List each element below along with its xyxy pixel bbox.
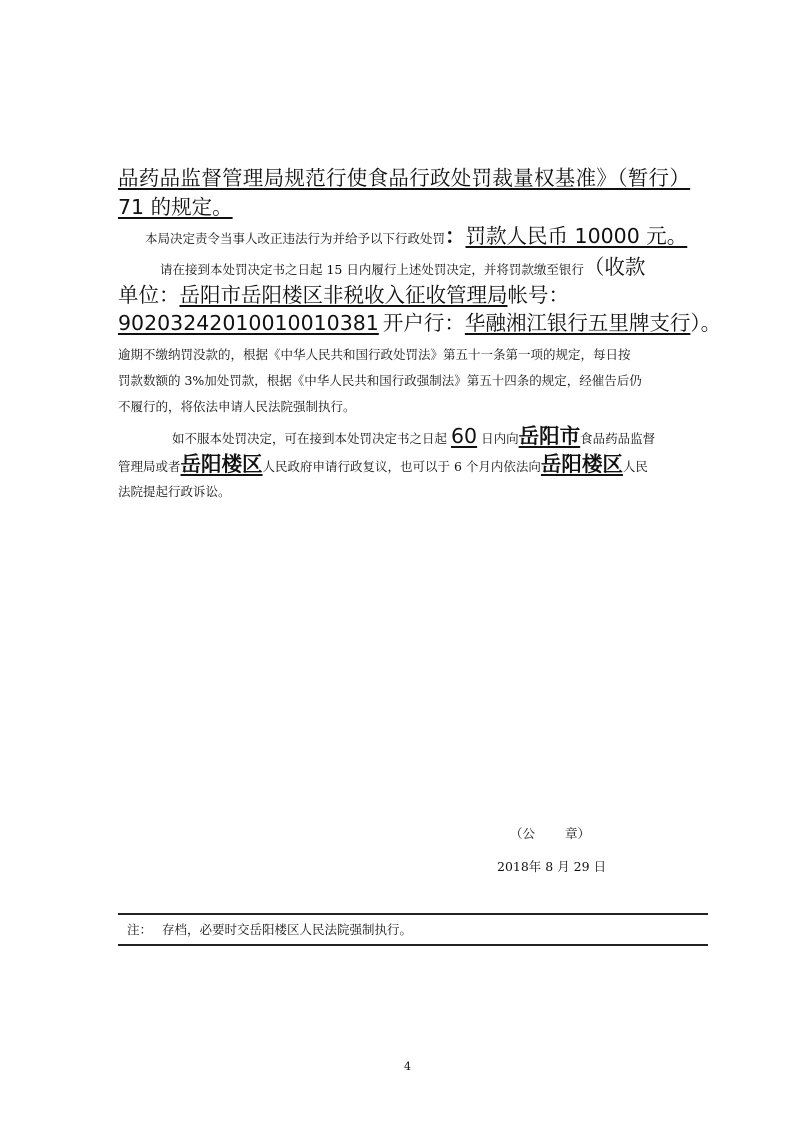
seal-label xyxy=(510,825,590,843)
bank-label: 开户行： xyxy=(382,311,465,335)
account-label: 帐号： xyxy=(507,283,569,307)
penalty-paragraph xyxy=(145,223,687,249)
bank-close: ）。 xyxy=(690,311,722,335)
penalty-value: 罚款人民币 10000 元。 xyxy=(465,224,688,248)
penalty-colon: ： xyxy=(445,224,466,248)
overdue-line-1: 逾期不缴纳罚没款的，根据《中华人民共和国行政处罚法》第五十一条第一项的规定，每日按 xyxy=(118,347,631,362)
appeal-text-f: 人民 xyxy=(622,459,648,474)
overdue-line-2: 罚款数额的 3%加处罚款，根据《中华人民共和国行政强制法》第五十四条的规定，经催告后仍 xyxy=(118,373,642,388)
appeal-text-e: 人民政府申请行政复议，也可以于 6 个月内依法向 xyxy=(262,459,541,474)
payment-line-3 xyxy=(118,310,721,336)
appeal-line-3: 法院提起行政诉讼。 xyxy=(118,484,231,499)
payment-paren-open: （收款 xyxy=(583,255,646,279)
seal-open: （公 xyxy=(510,826,536,841)
note-top-rule xyxy=(118,913,708,915)
appeal-text-c: 食品药品监督 xyxy=(580,431,656,446)
account-number: 90203242010010010381 xyxy=(118,311,379,335)
note-line xyxy=(127,921,412,939)
appeal-text-a: 如不服本处罚决定，可在接到本处罚决定书之日起 xyxy=(172,431,448,446)
payee-value: 岳阳市岳阳楼区非税收入征收管理局 xyxy=(179,283,508,307)
payment-prefix: 请在接到本处罚决定书之日起 15 日内履行上述处罚决定，并将罚款缴至银行 xyxy=(160,262,584,277)
note-text: 存档，必要时交岳阳楼区人民法院强制执行。 xyxy=(162,922,413,937)
regulation-reference-line: 71 的规定。 xyxy=(118,195,233,219)
note-bottom-rule xyxy=(118,944,708,946)
regulation-title-line: 品药品监督管理局规范行使食品行政处罚裁量权基准》（暂行） xyxy=(118,166,691,190)
page-number: 4 xyxy=(404,1060,411,1073)
appeal-district-2: 岳阳楼区 xyxy=(540,452,623,476)
appeal-line-2 xyxy=(118,451,648,477)
note-label: 注： xyxy=(127,922,153,937)
payee-label: 单位： xyxy=(118,283,180,307)
appeal-line-1 xyxy=(172,423,655,449)
appeal-text-b: 日内向 xyxy=(481,431,519,446)
appeal-district-1: 岳阳楼区 xyxy=(180,452,263,476)
payment-line-2 xyxy=(118,282,569,308)
penalty-prefix: 本局决定责令当事人改正违法行为并给予以下行政处罚 xyxy=(145,231,446,246)
seal-close: 章） xyxy=(565,826,591,841)
payment-line-1 xyxy=(160,254,645,280)
overdue-line-3: 不履行的，将依法申请人民法院强制执行。 xyxy=(118,399,356,414)
appeal-text-d: 管理局或者 xyxy=(118,459,181,474)
appeal-city: 岳阳市 xyxy=(518,424,581,448)
issue-date: 2018年 8 月 29 日 xyxy=(497,859,607,874)
appeal-days: 60 xyxy=(451,424,478,448)
bank-name: 华融湘江银行五里牌支行 xyxy=(464,311,691,335)
